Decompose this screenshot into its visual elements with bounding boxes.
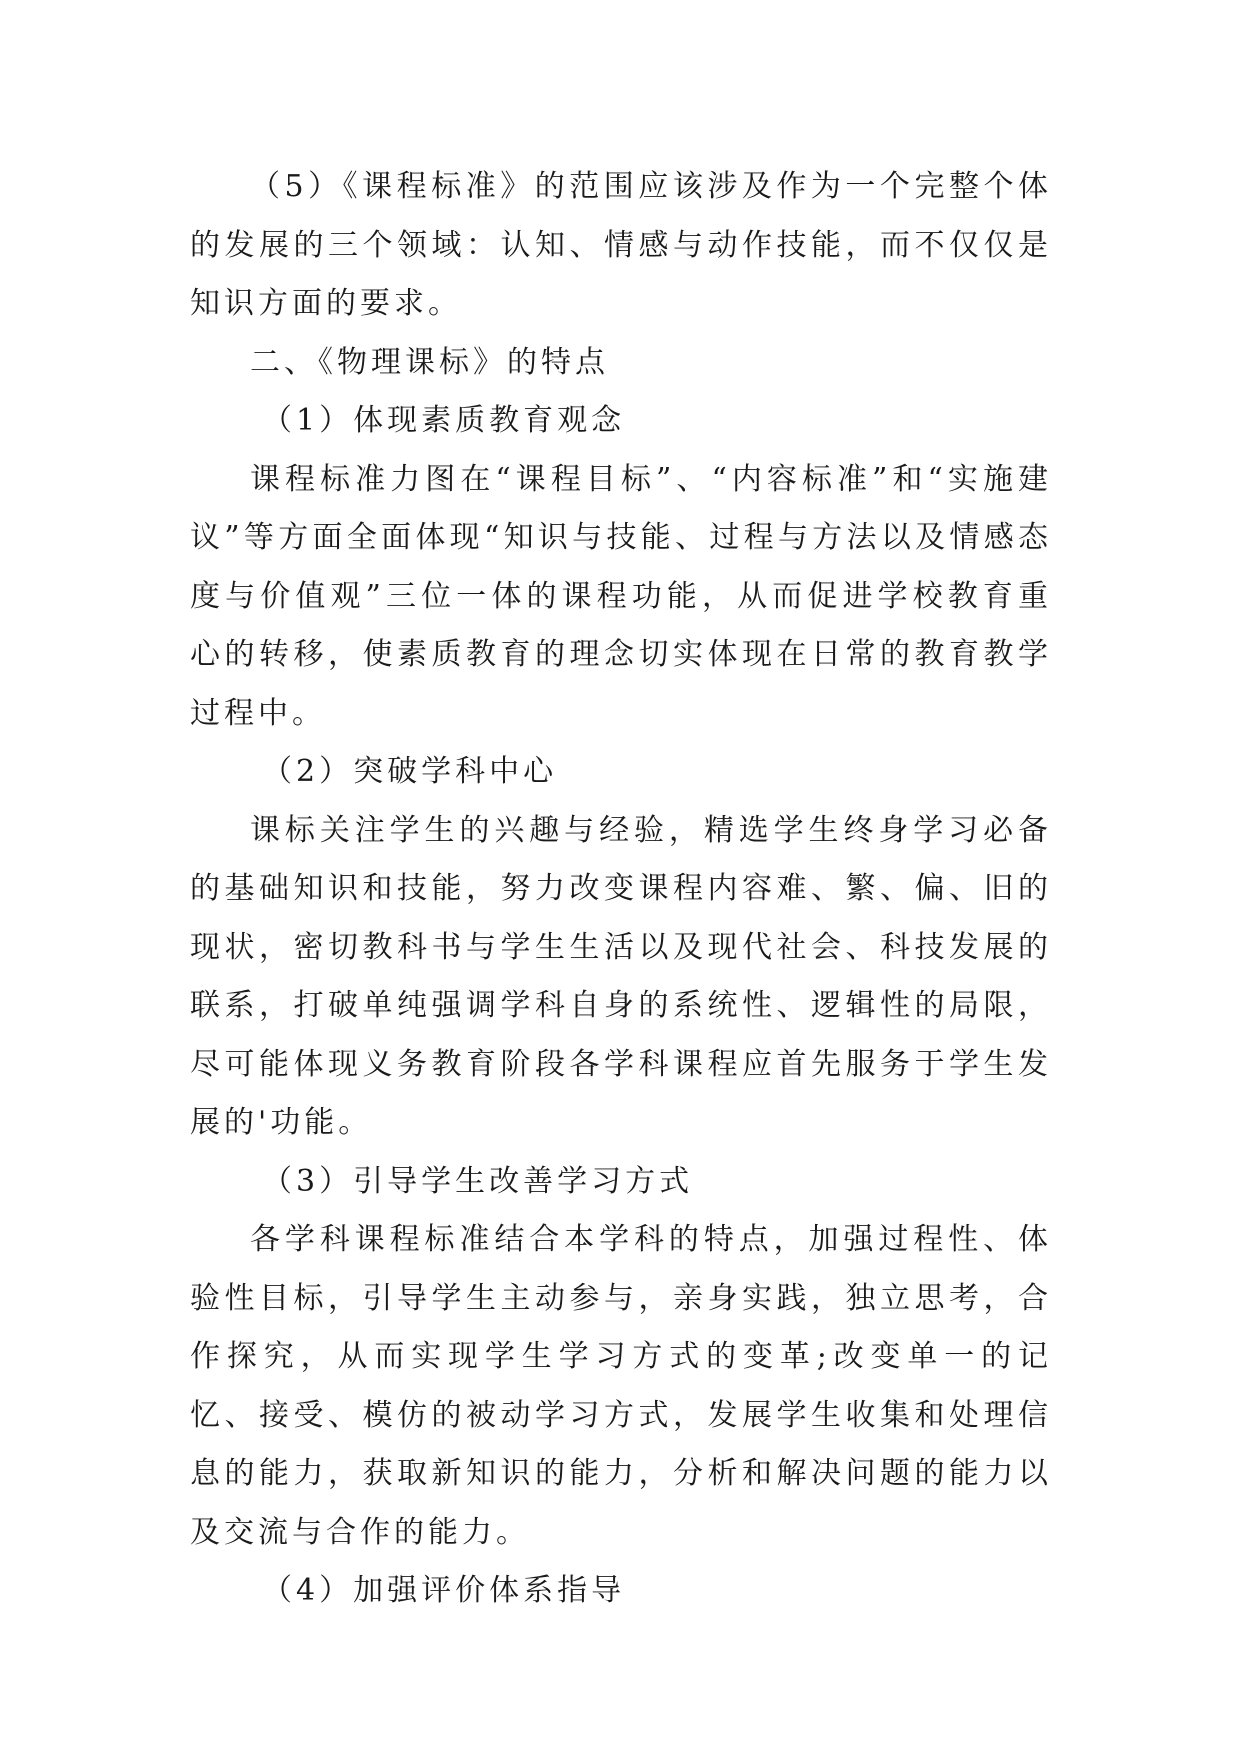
subheading-quality-education: （1）体现素质教育观念 [262, 403, 626, 438]
paragraph-scope-requirements: （5）《课程标准》的范围应该涉及作为一个完整个体的发展的三个领域：认知、情感与动作技能，而不仅仅是知识方面的要求。 [190, 169, 1052, 321]
subheading-learning-style: （3）引导学生改善学习方式 [262, 1163, 694, 1199]
paragraph-learning-style: 各学科课程标准结合本学科的特点，加强过程性、体验性目标，引导学生主动参与，亲身实践，独立思考，合作探究，从而实现学生学习方式的变革;改变单一的记忆、接受、模仿的被动学习方式，发展学生收集和处理信息的能力，获取新知识的能力，分析和解决问题的能力以及交流与合作的能力。 [190, 1222, 1052, 1550]
paragraph-quality-education: 课程标准力图在“课程目标”、“内容标准”和“实施建议”等方面全面体现“知识与技能、过程与方法以及情感态度与价值观”三位一体的课程功能，从而促进学校教育重心的转移，使素质教育的理念切实体现在日常的教育教学过程中。 [190, 461, 1052, 731]
document-body [190, 158, 1052, 1621]
subheading-evaluation-system: （4）加强评价体系指导 [262, 1573, 626, 1608]
section-heading-features: 二、《物理课标》的特点 [250, 344, 609, 380]
subheading-break-subject-center: （2）突破学科中心 [262, 754, 558, 789]
paragraph-break-subject-center: 课标关注学生的兴趣与经验，精选学生终身学习必备的基础知识和技能，努力改变课程内容难、繁、偏、旧的现状，密切教科书与学生生活以及现代社会、科技发展的联系，打破单纯强调学科自身的系统性、逻辑性的局限，尽可能体现义务教育阶段各学科课程应首先服务于学生发展的'功能。 [190, 812, 1052, 1140]
